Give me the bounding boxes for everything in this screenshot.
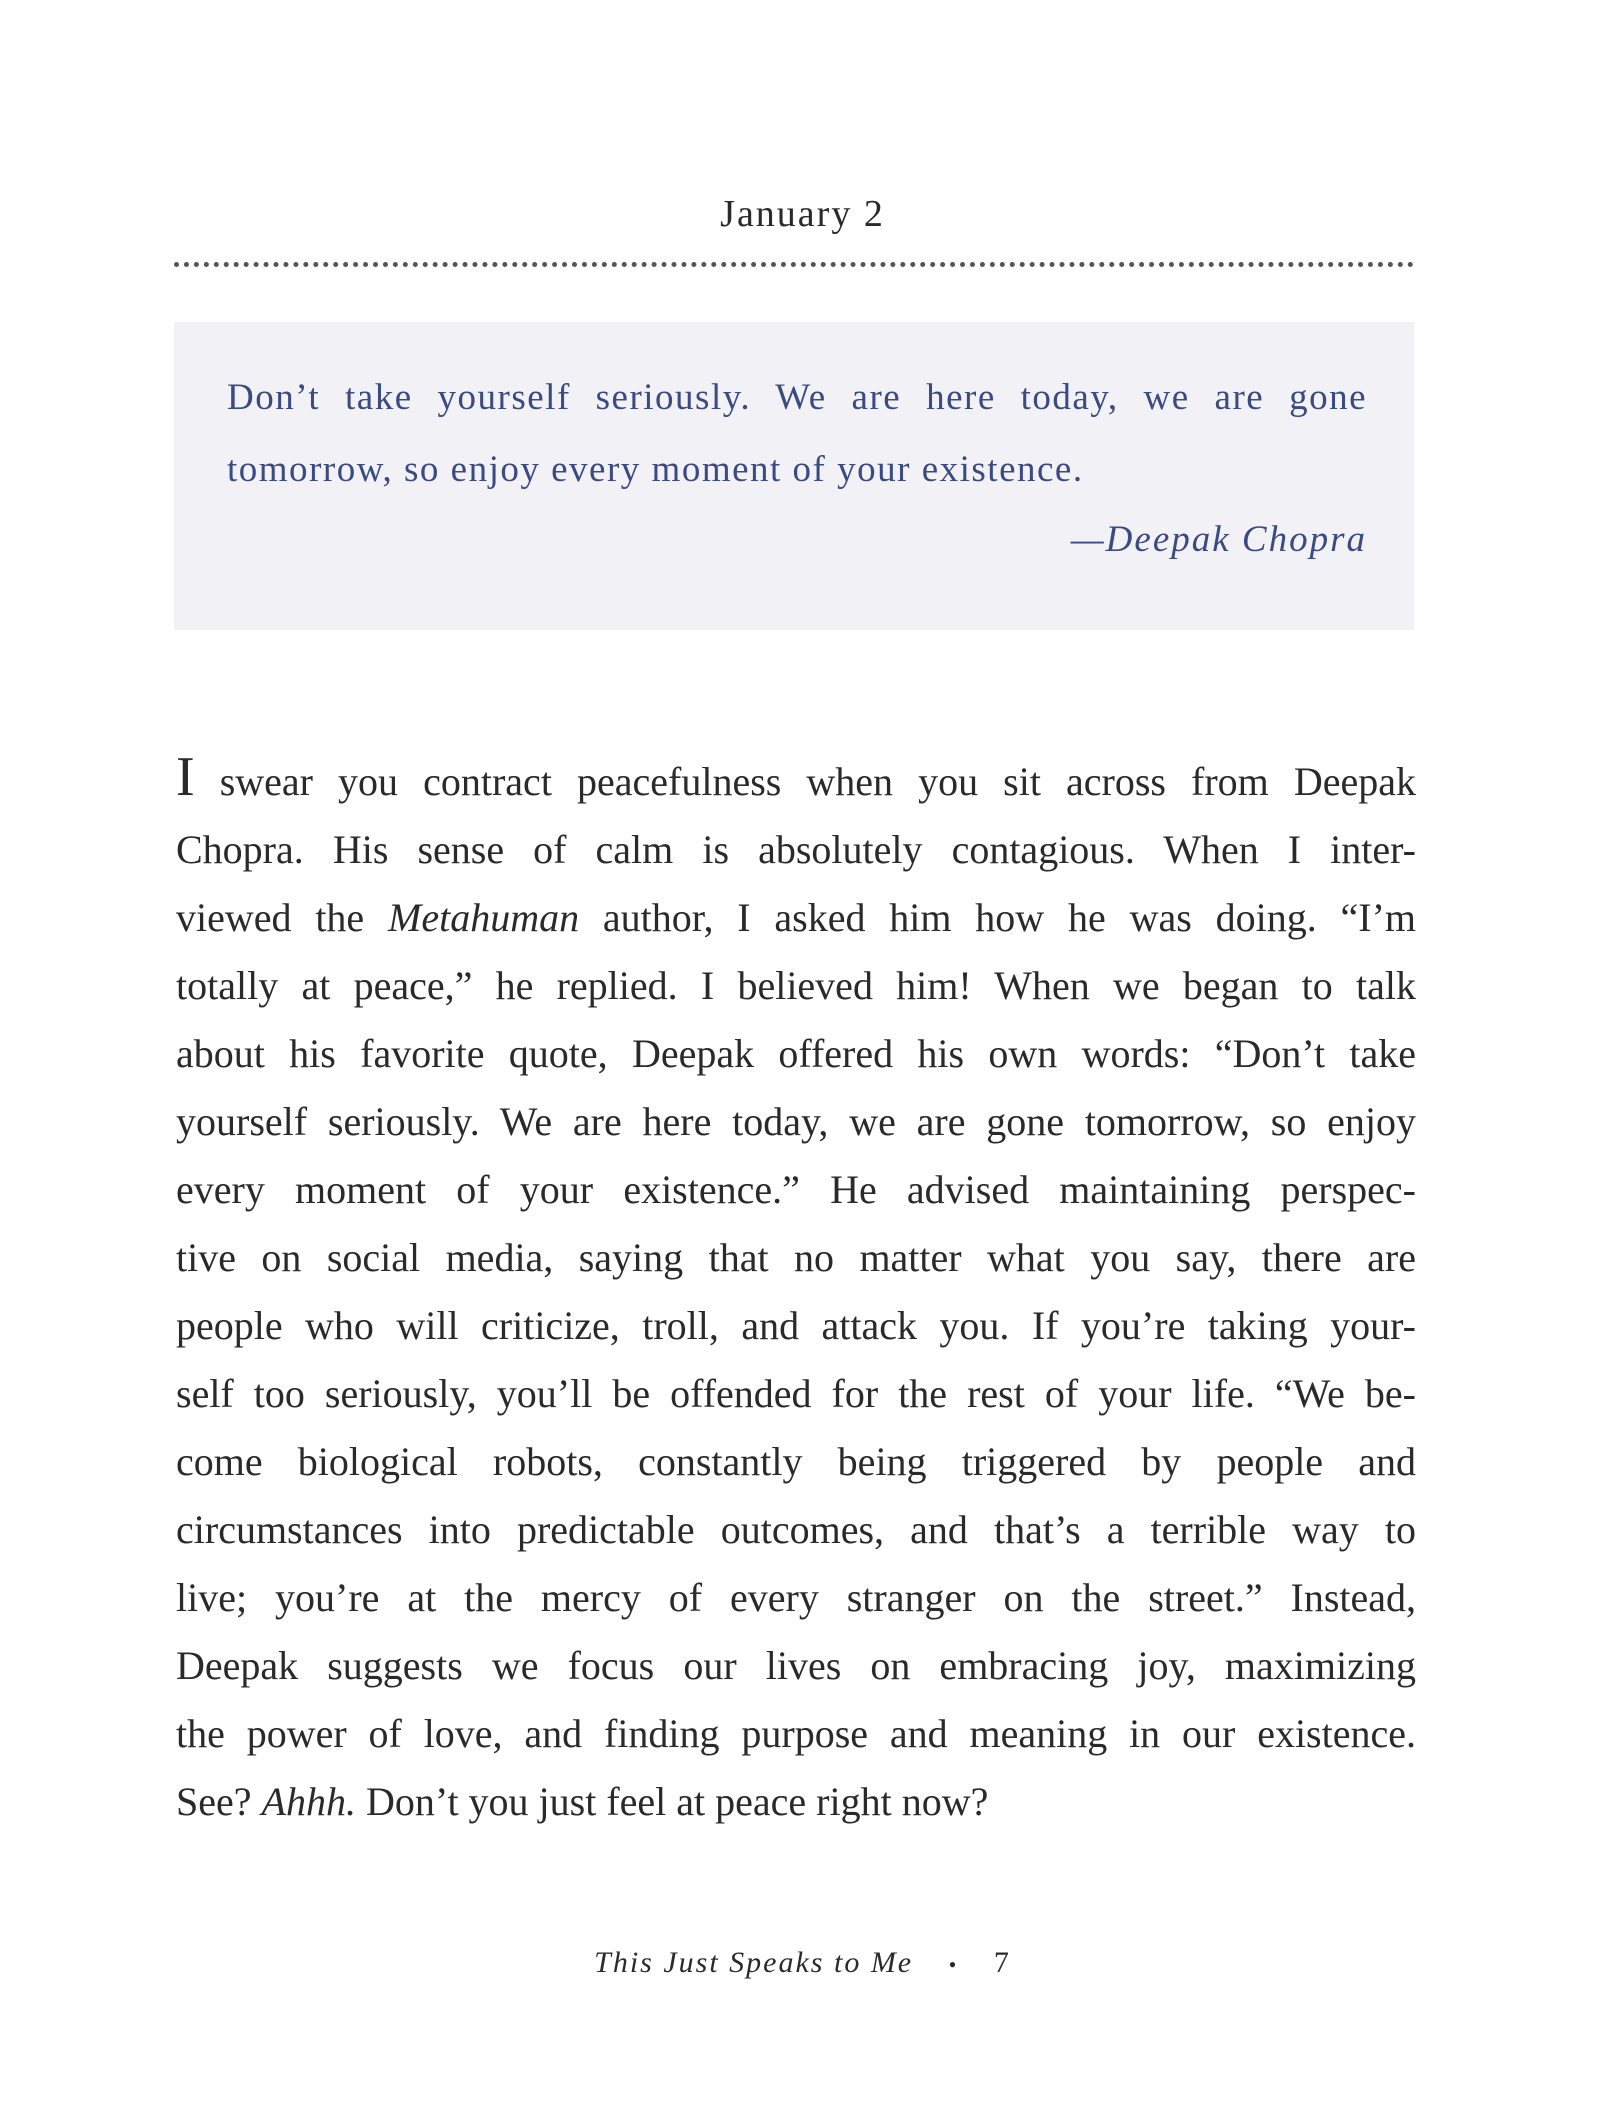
footer-separator: • <box>948 1952 959 1978</box>
dotted-divider <box>174 262 1414 267</box>
body-line: the power of love, and finding purpose and meaning in our existence. <box>176 1711 1416 1756</box>
body-paragraph <box>176 748 1416 1836</box>
body-line: Deepak suggests we focus our lives on embracing joy, maximizing <box>176 1643 1416 1688</box>
footer-book-title: This Just Speaks to Me <box>594 1946 914 1979</box>
body-line: live; you’re at the mercy of every stranger on the street.” Instead, <box>176 1575 1416 1620</box>
body-line: circumstances into predictable outcomes, and that’s a terrible way to <box>176 1507 1416 1552</box>
body-line: totally at peace,” he replied. I believed him! When we began to talk <box>176 963 1416 1008</box>
body-line: I swear you contract peacefulness when you sit across from Deepak <box>176 746 1416 808</box>
body-line: people who will criticize, troll, and attack you. If you’re taking your- <box>176 1303 1416 1348</box>
body-line: come biological robots, constantly being triggered by people and <box>176 1439 1416 1484</box>
quote-box <box>174 322 1414 630</box>
body-line: yourself seriously. We are here today, we are gone tomorrow, so enjoy <box>176 1099 1416 1144</box>
body-line: self too seriously, you’ll be offended for the rest of your life. “We be- <box>176 1371 1416 1416</box>
quote-text: Don’t take yourself seriously. We are here today, we are gone tomorrow, so enjoy every moment of your existence. <box>227 377 1367 490</box>
quote-attribution: —Deepak Chopra <box>1070 519 1367 560</box>
emphasis-italic: Ahhh. <box>261 1779 356 1824</box>
body-line: every moment of your existence.” He advised maintaining perspec- <box>176 1167 1416 1212</box>
body-line: tive on social media, saying that no matter what you say, there are <box>176 1235 1416 1280</box>
page-number: 7 <box>993 1946 1011 1979</box>
book-title-italic: Metahuman <box>388 895 580 940</box>
drop-cap: I <box>176 746 195 808</box>
body-line: viewed the Metahuman author, I asked him how he was doing. “I’m <box>176 895 1417 940</box>
page-date-heading: January 2 <box>720 193 885 235</box>
body-line: about his favorite quote, Deepak offered his own words: “Don’t take <box>176 1031 1416 1076</box>
body-line: See? Ahhh. Don’t you just feel at peace right now? <box>176 1779 989 1824</box>
page-footer <box>0 1946 1605 1980</box>
body-line: Chopra. His sense of calm is absolutely contagious. When I inter- <box>176 827 1416 872</box>
